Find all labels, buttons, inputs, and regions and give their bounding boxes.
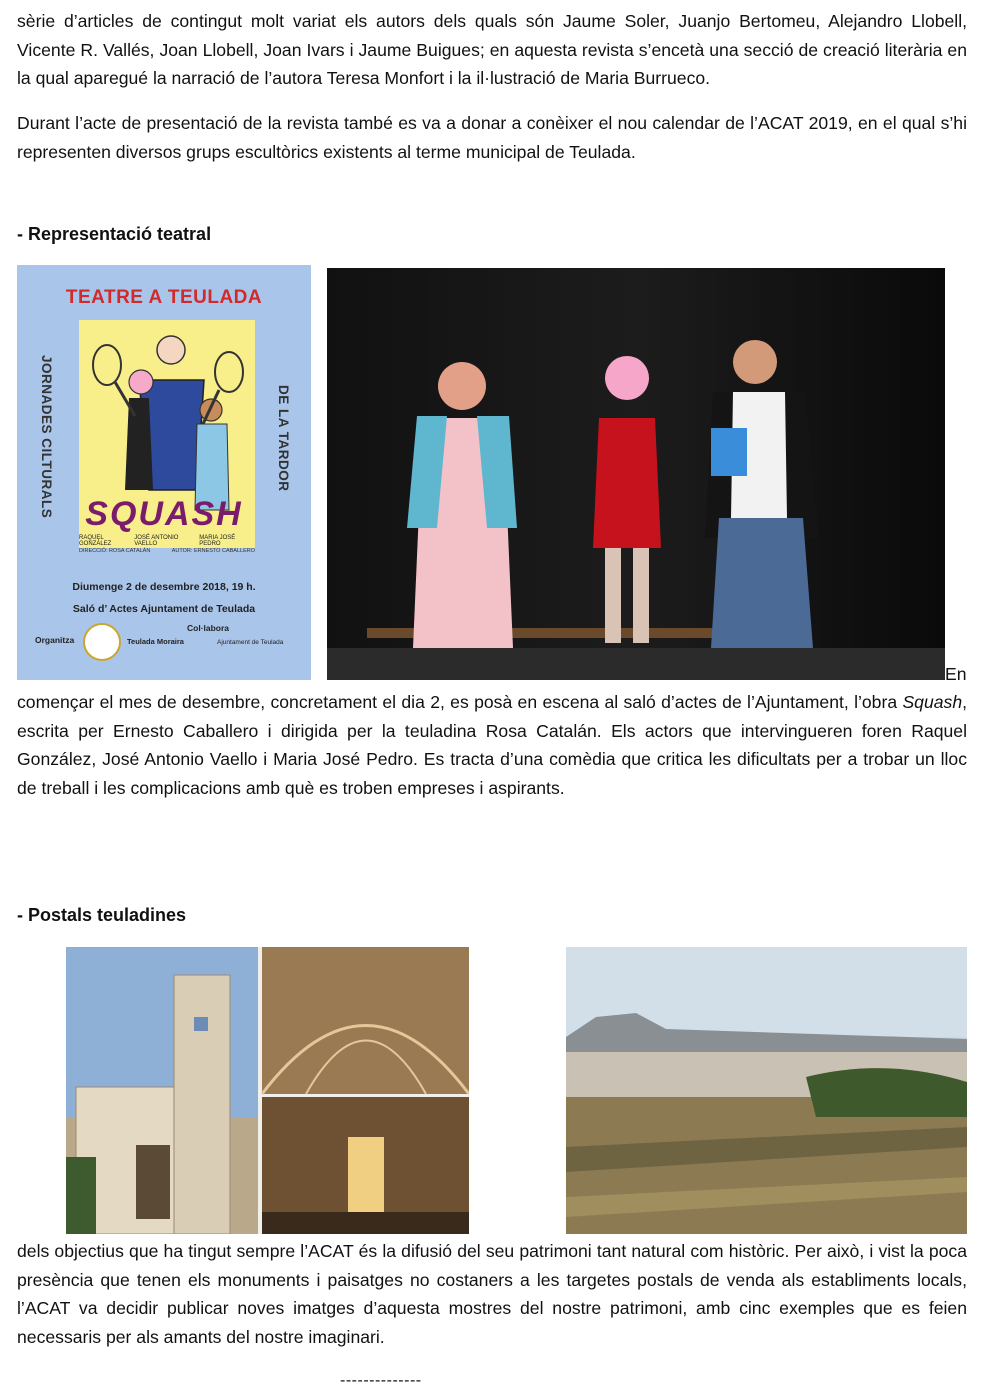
poster-date: Diumenge 2 de desembre 2018, 19 h. <box>72 581 256 593</box>
paragraph-postcards: dels objectius que ha tingut sempre l’ACAT és la difusió del seu patrimoni tant natural com històric. Per això, i vist la poca presència que tenen els monuments i paisatges no costaners a les targetes postals de venda als establiments locals, l’ACAT va decidir publicar noves imatges d’aquesta mostres del nostre patrimoni, amb cinc exemples que es feien necessaris per als amants del nostre imaginari. <box>17 1241 967 1347</box>
theatre-poster-image <box>17 265 311 680</box>
poster-director: DIRECCIÓ: ROSA CATALÁN <box>79 548 151 554</box>
poster-colab: Col·labora <box>187 623 230 633</box>
poster-cast-1: RAQUEL GONZÁLEZ <box>79 535 112 547</box>
heading-theatre: - Representació teatral <box>17 224 212 244</box>
theatre-text-a: començar el mes de desembre, concretament el dia 2, es posà en escena al saló d’actes de l’Ajuntament, l’obra <box>17 692 903 712</box>
poster-side-right: DE LA TARDOR <box>276 385 291 492</box>
poster-venue: Saló d’ Actes Ajuntament de Teulada <box>72 603 256 615</box>
poster-title: TEATRE A TEULADA <box>65 287 263 308</box>
paragraph-articles: sèrie d’articles de contingut molt variat els autors dels quals són Jaume Soler, Juanjo Bertomeu, Alejandro Llobell, Vicente R. Vallés, Joan Llobell, Joan Ivars i Jaume Buigues; en aquesta revista s’encetà una secció de creació literària en la qual aparegué la narració de l’autora Teresa Monfort i la il·lustració de Maria Burrueco. <box>17 11 967 89</box>
section-separator: -------------- <box>340 1372 422 1389</box>
theatre-text-b: , escrita per Ernesto Caballero i dirigida per la teuladina Rosa Catalán. Els actors que intervingueren foren Raquel González, José Antonio Vaello i Maria José Pedro. Es tracta d’una comèdia que critica les dificultats per a trobar un lloc de treball i les complicacions amb què es troben empreses i aspirants. <box>17 692 967 798</box>
theatre-stage-photo <box>327 268 945 680</box>
poster-author: AUTOR: ERNESTO CABALLERO <box>171 548 255 554</box>
poster-play-title: SQUASH <box>85 495 243 533</box>
poster-organizer-label: Organitza <box>35 635 75 645</box>
poster-cast-3: MARIA JOSÉ PEDRO <box>199 535 236 547</box>
paragraph-calendar: Durant l’acte de presentació de la revista també es va a donar a conèixer el nou calendar de l’ACAT 2019, en el qual s’hi representen diversos grups escultòrics existents al terme municipal de Teulada. <box>17 113 967 162</box>
poster-logo-ajuntament: Ajuntament de Teulada <box>217 639 284 646</box>
play-title-squash: Squash <box>902 692 963 712</box>
cultural-seal-icon <box>83 623 121 661</box>
paragraph-theatre <box>17 688 967 802</box>
poster-side-left: JORNADES CILTURALS <box>39 355 54 519</box>
poster-credits <box>79 548 255 554</box>
poster-cast <box>79 535 255 547</box>
heading-postcards: - Postals teuladines <box>17 905 187 925</box>
poster-logo-teulada-moraira: Teulada Moraira <box>127 637 184 646</box>
postcard-landscape-photo <box>566 947 967 1234</box>
paragraph-theatre-start: En <box>945 664 967 684</box>
poster-cast-2: JOSÉ ANTONIO VAELLO <box>134 535 179 547</box>
postcard-church-photo <box>66 947 469 1234</box>
